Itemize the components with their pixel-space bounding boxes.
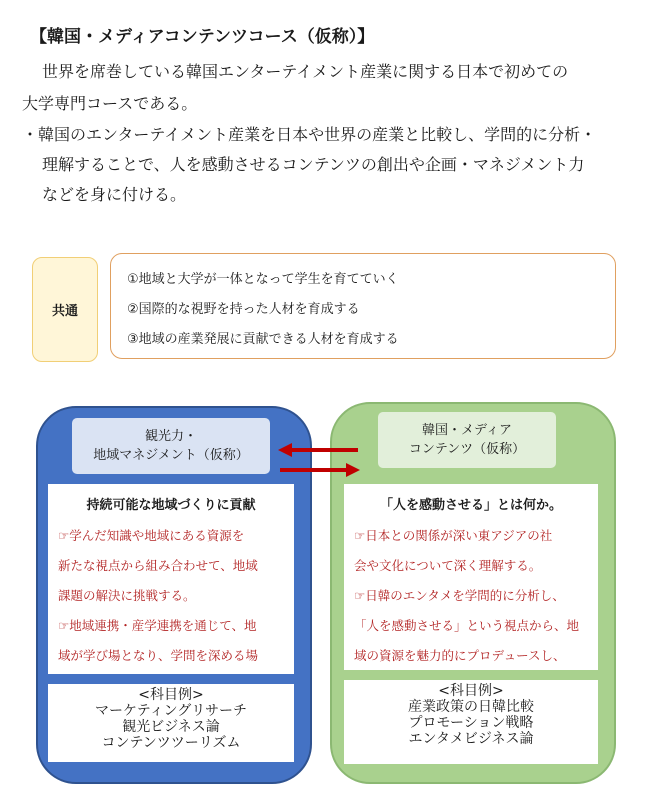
intro-line: 大学専門コースである。	[22, 94, 198, 113]
content-line: 域の資源を魅力的にプロデュースし、	[354, 648, 566, 663]
title-line: 地域マネジメント（仮称）	[93, 448, 249, 463]
subjects-heading: <科目例>	[438, 683, 504, 699]
bullet-line: などを身に付ける。	[42, 185, 187, 204]
exchange-arrows	[276, 440, 362, 480]
common-goal-item: ②国際的な視野を持った人材を育成する	[127, 302, 360, 317]
arrow-left-icon	[278, 443, 358, 457]
subject-item: コンテンツツーリズム	[101, 735, 241, 751]
tourism-course-title	[72, 418, 270, 474]
content-line: 会や文化について深く理解する。	[354, 558, 542, 573]
title-line: 韓国・メディア	[422, 423, 512, 438]
content-line: ☞日本との関係が深い東アジアの社	[354, 528, 553, 543]
arrow-right-icon	[280, 463, 360, 477]
bullet-line: 理解することで、人を感動させるコンテンツの創出や企画・マネジメント力	[42, 155, 585, 174]
common-goal-item: ①地域と大学が一体となって学生を育てていく	[127, 272, 399, 287]
bullet-line: ・韓国のエンターテイメント産業を日本や世界の産業と比較し、学問的に分析・	[22, 125, 597, 144]
content-line: ☞地域連携・産学連携を通じて、地	[58, 618, 257, 633]
intro-line: 世界を席巻している韓国エンターテイメント産業に関する日本で初めての	[42, 62, 569, 81]
title-line: コンテンツ（仮称）	[408, 442, 526, 457]
subject-item: 産業政策の日韓比較	[408, 699, 534, 715]
subject-item: マーケティングリサーチ	[94, 703, 248, 719]
title-line: 観光力・	[144, 429, 197, 444]
subjects-heading: <科目例>	[138, 687, 204, 703]
content-line: 課題の解決に挑戦する。	[58, 588, 196, 603]
intro-paragraph	[22, 56, 622, 120]
content-line: 域が学び場となり、学問を深める場	[58, 648, 259, 663]
content-line: 新たな視点から組み合わせて、地域	[58, 558, 258, 573]
common-goals-box	[110, 253, 616, 359]
content-line: ☞日韓のエンタメを学問的に分析し、	[354, 588, 565, 603]
tourism-subjects-box	[48, 684, 294, 762]
bullet-paragraph	[22, 120, 632, 210]
common-label: 共通	[32, 257, 98, 362]
subject-item: 観光ビジネス論	[122, 719, 220, 735]
media-subjects-box	[344, 680, 598, 764]
content-box-title: 持続可能な地域づくりに貢献	[86, 498, 256, 513]
media-course-title	[378, 412, 556, 468]
media-content-box	[344, 484, 598, 670]
subject-item: エンタメビジネス論	[408, 731, 534, 747]
subject-item: プロモーション戦略	[408, 715, 534, 731]
content-line: ☞学んだ知識や地域にある資源を	[58, 528, 245, 543]
common-goal-item: ③地域の産業発展に貢献できる人材を育成する	[127, 332, 399, 347]
content-line: 「人を感動させる」という視点から、地	[354, 618, 580, 633]
tourism-content-box	[48, 484, 294, 674]
page-heading: 【韓国・メディアコンテンツコース（仮称）】	[30, 27, 375, 47]
content-box-title: 「人を感動させる」とは何か。	[379, 498, 562, 513]
